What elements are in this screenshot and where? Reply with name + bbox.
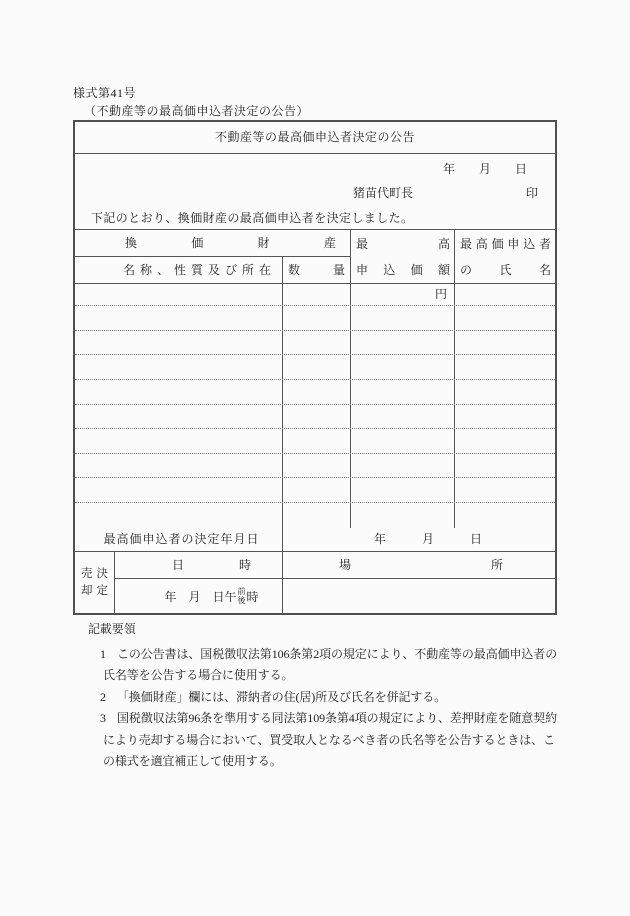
table-row xyxy=(75,503,555,528)
note-line xyxy=(0,708,630,730)
table-row xyxy=(75,331,555,356)
cell-quantity xyxy=(283,380,351,404)
header-max-bid-price xyxy=(351,230,455,283)
cell-bidder xyxy=(455,331,555,355)
note-line: 氏名等を公告する場合に使用する。 xyxy=(103,668,294,682)
header-max-bid-line2: 申込価額 xyxy=(356,263,450,277)
cell-name-location xyxy=(75,331,283,355)
cell-bidder xyxy=(455,405,555,429)
am-label: 前 xyxy=(237,587,246,596)
note-text: この公告書は、国税徴収法第106条第2項の規定により、不動産等の最高価申込者の xyxy=(117,646,558,661)
hour-suffix: 時 xyxy=(246,589,259,604)
form-subtitle: （不動産等の最高価申込者決定の公告） xyxy=(84,104,310,118)
sale-place-value-cell xyxy=(283,579,555,613)
header-max-bid-line1: 最高 xyxy=(356,237,450,251)
cell-bidder xyxy=(455,355,555,379)
note-line xyxy=(0,687,630,709)
sale-decision-label-line2: 却定 xyxy=(81,584,112,597)
table-header xyxy=(75,230,555,284)
cell-bidder xyxy=(455,478,555,502)
table-row xyxy=(75,306,555,331)
cell-bidder xyxy=(455,380,555,404)
cell-quantity xyxy=(283,478,351,502)
note-line: の様式を適宜補正して使用する。 xyxy=(103,754,282,768)
cell-name-location xyxy=(75,284,283,305)
header-bidder-name xyxy=(455,230,555,283)
cell-price xyxy=(351,306,455,330)
header-bidder-line1: 最高価申込者 xyxy=(460,237,551,251)
cell-price xyxy=(351,454,455,478)
note-text: 国税徴収法第96条を準用する同法第109条第4項の規定により、差押財産を随意契約 xyxy=(117,711,558,725)
header-property-group: 換価財産 xyxy=(75,230,351,257)
cell-quantity xyxy=(283,405,351,429)
cell-quantity xyxy=(283,306,351,330)
note-number: 3 xyxy=(100,711,106,725)
note-line xyxy=(0,644,630,666)
cell-bidder xyxy=(455,429,555,453)
cell-price xyxy=(351,355,455,379)
cell-quantity xyxy=(283,284,351,305)
notes-heading: 記載要領 xyxy=(88,622,136,636)
cell-price-unit: 円 xyxy=(351,284,455,305)
table-row xyxy=(75,478,555,503)
decision-date-label: 最高価申込者の決定年月日 xyxy=(75,528,283,551)
decision-date-value: 年 月 日 xyxy=(373,532,482,546)
cell-price xyxy=(351,331,455,355)
cell-price xyxy=(351,405,455,429)
cell-quantity xyxy=(283,331,351,355)
cell-name-location xyxy=(75,405,283,429)
note-text: 「換価財産」欄には、滞納者の住(居)所及び氏名を併記する。 xyxy=(117,689,447,704)
cell-quantity xyxy=(283,355,351,379)
cell-bidder xyxy=(455,306,555,330)
issuer-line xyxy=(353,185,538,202)
cell-quantity xyxy=(283,429,351,453)
cell-bidder xyxy=(455,503,555,528)
table-row xyxy=(75,284,555,306)
notice-form-box xyxy=(73,120,557,615)
decision-date-row xyxy=(75,528,555,552)
sale-datetime-header: 日時 xyxy=(115,552,283,579)
cell-name-location xyxy=(75,306,283,330)
table-row xyxy=(75,454,555,479)
cell-bidder xyxy=(455,284,555,305)
notes-section xyxy=(0,619,630,773)
issuer-name: 猪苗代町長 xyxy=(353,186,414,200)
notice-title: 不動産等の最高価申込者決定の公告 xyxy=(75,122,555,154)
table-row xyxy=(75,405,555,430)
cell-name-location xyxy=(75,380,283,404)
sale-datetime-prefix: 年 月 日午 xyxy=(164,589,237,604)
note-number: 1 xyxy=(100,646,106,661)
am-pm-stack xyxy=(238,587,246,605)
cell-name-location xyxy=(75,478,283,502)
table-body xyxy=(75,284,555,528)
table-row xyxy=(75,380,555,405)
pm-label: 後 xyxy=(237,596,246,605)
cell-name-location xyxy=(75,454,283,478)
cell-quantity xyxy=(283,454,351,478)
header-name-location: 名称、性質及び所在 xyxy=(75,257,283,283)
cell-price xyxy=(351,380,455,404)
seal-mark: 印 xyxy=(525,186,538,200)
cell-price xyxy=(351,503,455,528)
form-number: 様式第41号 xyxy=(73,86,137,100)
table-row xyxy=(75,355,555,380)
cell-name-location xyxy=(75,429,283,453)
table-row xyxy=(75,429,555,454)
header-bidder-line2: の氏名 xyxy=(460,263,551,277)
cell-quantity xyxy=(283,503,351,528)
intro-sentence: 下記のとおり、換価財産の最高価申込者を決定しました。 xyxy=(91,211,414,225)
sale-decision-label-line1: 売決 xyxy=(81,567,112,580)
notice-preamble xyxy=(75,154,555,230)
issue-date-placeholder: 年 月 日 xyxy=(442,162,527,176)
cell-name-location xyxy=(75,503,283,528)
sale-datetime-placeholder xyxy=(115,579,283,613)
cell-bidder xyxy=(455,454,555,478)
header-quantity: 数量 xyxy=(283,257,351,283)
note-number: 2 xyxy=(100,689,106,704)
sale-place-header: 場所 xyxy=(283,552,555,579)
cell-price xyxy=(351,478,455,502)
sale-decision-label xyxy=(75,552,115,613)
sale-decision-section xyxy=(75,552,555,613)
cell-name-location xyxy=(75,355,283,379)
note-line: により売却する場合において、買受取人となるべき者の氏名等を公告するときは、こ xyxy=(103,732,555,747)
cell-price xyxy=(351,429,455,453)
